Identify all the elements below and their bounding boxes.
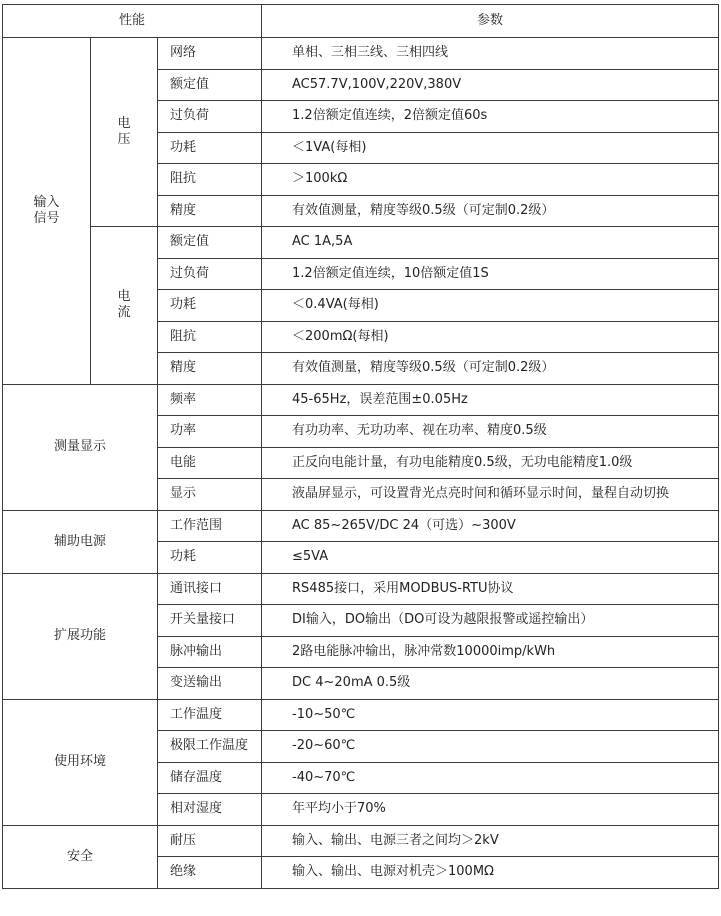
item-value: 有效值测量，精度等级0.5级（可定制0.2级）: [262, 353, 719, 385]
item-label: 精度: [158, 195, 262, 227]
item-label: 显示: [158, 479, 262, 511]
item-value: AC 85~265V/DC 24（可选）~300V: [262, 510, 719, 542]
item-label: 功耗: [158, 132, 262, 164]
category-label: 信号: [33, 210, 60, 226]
header-parameters: 参数: [262, 5, 719, 38]
table-row: [3, 38, 719, 70]
item-label: 过负荷: [158, 258, 262, 290]
item-label: 功率: [158, 416, 262, 448]
item-value: RS485接口，采用MODBUS-RTU协议: [262, 573, 719, 605]
subcategory-voltage: [91, 38, 158, 227]
item-value: ≤5VA: [262, 542, 719, 574]
item-value: -40~70℃: [262, 762, 719, 794]
item-value: -10~50℃: [262, 699, 719, 731]
item-value: 年平均小于70%: [262, 794, 719, 826]
item-label: 开关量接口: [158, 605, 262, 637]
category-environment: 使用环境: [3, 699, 158, 825]
subcategory-current: [91, 227, 158, 385]
item-label: 阻抗: [158, 321, 262, 353]
item-label: 脉冲输出: [158, 636, 262, 668]
item-label: 额定值: [158, 69, 262, 101]
item-value: DC 4~20mA 0.5级: [262, 668, 719, 700]
item-label: 精度: [158, 353, 262, 385]
spec-table: [2, 4, 719, 889]
item-value: 有效值测量，精度等级0.5级（可定制0.2级）: [262, 195, 719, 227]
item-value: 输入、输出、电源对机壳＞100MΩ: [262, 857, 719, 889]
table-row: [3, 384, 719, 416]
table-row: [3, 825, 719, 857]
item-label: 功耗: [158, 542, 262, 574]
table-row: [3, 699, 719, 731]
item-label: 电能: [158, 447, 262, 479]
item-label: 耐压: [158, 825, 262, 857]
item-label: 极限工作温度: [158, 731, 262, 763]
table-row: [3, 510, 719, 542]
table-row: [3, 573, 719, 605]
category-input-signal: [3, 38, 91, 385]
item-value: 1.2倍额定值连续，10倍额定值1S: [262, 258, 719, 290]
category-label: 输入: [33, 194, 60, 210]
item-label: 额定值: [158, 227, 262, 259]
item-label: 网络: [158, 38, 262, 70]
item-value: ＜0.4VA(每相): [262, 290, 719, 322]
item-value: AC 1A,5A: [262, 227, 719, 259]
item-label: 变送输出: [158, 668, 262, 700]
subcategory-label: 压: [117, 132, 131, 147]
subcategory-label: 流: [117, 305, 131, 321]
item-value: 单相、三相三线、三相四线: [262, 38, 719, 70]
item-value: 输入、输出、电源三者之间均＞2kV: [262, 825, 719, 857]
category-safety: 安全: [3, 825, 158, 888]
item-value: ＞100kΩ: [262, 164, 719, 196]
item-value: ＜200mΩ(每相): [262, 321, 719, 353]
item-label: 工作范围: [158, 510, 262, 542]
item-value: DI输入，DO输出（DO可设为越限报警或遥控输出）: [262, 605, 719, 637]
item-label: 过负荷: [158, 101, 262, 133]
item-value: AC57.7V,100V,220V,380V: [262, 69, 719, 101]
item-value: ＜1VA(每相): [262, 132, 719, 164]
header-row: [3, 5, 719, 38]
category-extension: 扩展功能: [3, 573, 158, 699]
category-measure-display: 测量显示: [3, 384, 158, 510]
subcategory-label: 电: [117, 116, 131, 131]
item-label: 绝缘: [158, 857, 262, 889]
item-value: 45-65Hz，误差范围±0.05Hz: [262, 384, 719, 416]
header-performance: 性能: [3, 5, 262, 38]
category-aux-power: 辅助电源: [3, 510, 158, 573]
item-value: 正反向电能计量，有功电能精度0.5级，无功电能精度1.0级: [262, 447, 719, 479]
item-label: 相对湿度: [158, 794, 262, 826]
item-label: 阻抗: [158, 164, 262, 196]
item-value: 2路电能脉冲输出，脉冲常数10000imp/kWh: [262, 636, 719, 668]
item-label: 频率: [158, 384, 262, 416]
subcategory-label: 电: [117, 289, 131, 305]
item-value: -20~60℃: [262, 731, 719, 763]
item-label: 通讯接口: [158, 573, 262, 605]
item-value: 有功功率、无功功率、视在功率、精度0.5级: [262, 416, 719, 448]
item-value: 1.2倍额定值连续，2倍额定值60s: [262, 101, 719, 133]
item-value: 液晶屏显示，可设置背光点亮时间和循环显示时间，量程自动切换: [262, 479, 719, 511]
item-label: 工作温度: [158, 699, 262, 731]
item-label: 功耗: [158, 290, 262, 322]
item-label: 储存温度: [158, 762, 262, 794]
table-row: [3, 227, 719, 259]
